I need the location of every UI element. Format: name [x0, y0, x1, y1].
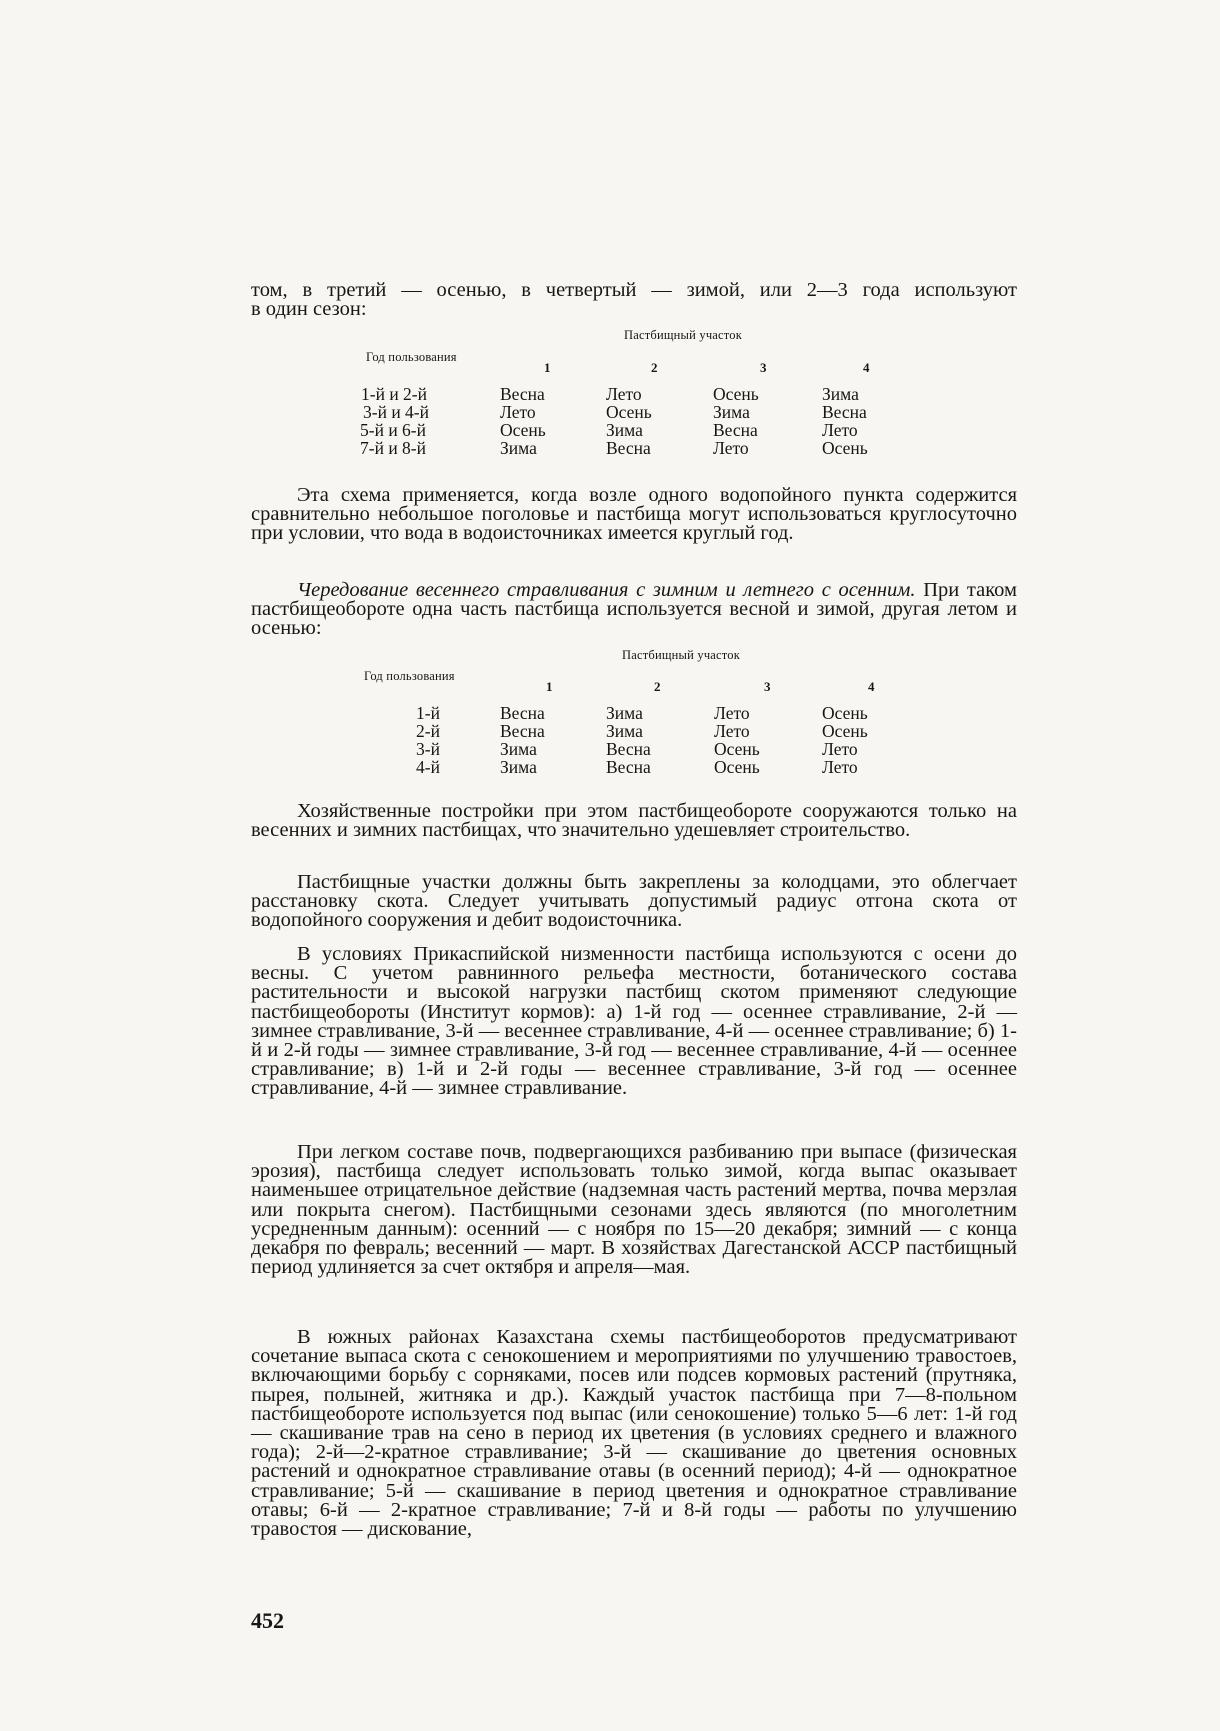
table2-cell: Весна: [500, 721, 545, 741]
paragraph-2-italic: Чередование весеннего стравливания с зимним и летнего с осенним.: [297, 579, 916, 601]
table1-cell: Лето: [713, 438, 749, 458]
table2-cell: Лето: [822, 739, 858, 759]
table1-col-2: 2: [651, 360, 658, 375]
table2-cell: Зима: [606, 703, 643, 723]
intro-text: [251, 281, 1017, 319]
intro-line-2: в один сезон:: [251, 298, 367, 321]
table1-cell: Зима: [500, 438, 537, 458]
paragraph-1: Эта схема применяется, когда возле одного водопойного пункта содержится сравнительно небольшое поголовье и пастбища могут использоваться круглосуточно при условии, что вода в водоисточниках имеется круглый год.: [251, 484, 1017, 545]
table1-row-year: 1-й и 2-й: [361, 384, 428, 404]
table1-cell: Зима: [606, 420, 643, 440]
table1-cell: Осень: [606, 402, 652, 422]
table1-cell: Лето: [606, 384, 642, 404]
page-number: 452: [251, 1608, 284, 1633]
paragraph-2: [251, 581, 1017, 639]
table2-row-year: 3-й: [416, 739, 440, 759]
table2-col-3: 3: [764, 679, 771, 694]
table1-cell: Весна: [822, 402, 867, 422]
paragraph-6: При легком составе почв, подвергающихся разбиванию при выпасе (физическая эрозия), пастбища следует использовать только зимой, когда выпас оказывает наименьшее отрицательное действие (надземная часть растений мертва, почва мерзлая или покрыта снегом). Пастбищными сезонами здесь являются (по многолетним усредненным данным): осенний — с ноября по 15—20 декабря; зимний — с конца декабря по февраль; весенний — март. В хозяйствах Дагестанской АССР пастбищный период удлиняется за счет октября и апреля—мая.: [251, 1141, 1017, 1279]
table2-col-1: 1: [546, 679, 553, 694]
table2-group-header: Пастбищный участок: [622, 648, 741, 662]
table2-cell: Осень: [714, 757, 760, 777]
paragraph-2-rest: При таком пастбищеобороте одна часть пастбища используется весной и зимой, другая летом и осенью:: [251, 579, 1017, 640]
table1-col-4: 4: [863, 360, 870, 375]
table2-col-2: 2: [654, 679, 661, 694]
table2-row-year: 4-й: [416, 757, 440, 777]
table2-cell: Весна: [500, 703, 545, 723]
table1-cell: Осень: [500, 420, 546, 440]
table2-cell: Осень: [714, 739, 760, 759]
table2-row-year: 1-й: [416, 703, 440, 723]
table1-cell: Весна: [713, 420, 758, 440]
table1-row-year: 3-й и 4-й: [363, 402, 430, 422]
table2-row-year: 2-й: [416, 721, 440, 741]
table1-group-header: Пастбищный участок: [624, 328, 743, 342]
table2-cell: Осень: [822, 721, 868, 741]
table1-cell: Лето: [822, 420, 858, 440]
table2-cell: Лето: [714, 703, 750, 723]
table1-row-header: Год пользования: [366, 350, 457, 364]
table2-cell: Зима: [500, 739, 537, 759]
paragraph-7: В южных районах Казахстана схемы пастбищеоборотов предусматривают сочетание выпаса скота с сенокошением и мероприятиями по улучшению травостоев, включающими борьбу с сорняками, посев или подсев кормовых растений (прутняка, пырея, полыней, житняка и др.). Каждый участок пастбища при 7—8-польном пастбищеобороте используется под выпас (или сенокошение) только 5—6 лет: 1-й год — скашивание трав на сено в период их цветения (в условиях среднего и влажного года); 2-й—2-кратное стравливание; 3-й — скашивание до цветения основных растений и однократное стравливание отавы (в осенний период); 4-й — однократное стравливание; 5-й — скашивание в период цветения и однократное стравливание отавы; 6-й — 2-кратное стравливание; 7-й и 8-й годы — работы по улучшению травостоя — дискование,: [251, 1326, 1017, 1541]
table2-col-4: 4: [868, 679, 875, 694]
table1-col-1: 1: [544, 360, 551, 375]
table1-cell: Зима: [713, 402, 750, 422]
table1-row-year: 7-й и 8-й: [360, 438, 427, 458]
table1-cell: Осень: [822, 438, 868, 458]
table1-cell: Лето: [500, 402, 536, 422]
table2-cell: Весна: [606, 757, 651, 777]
table1-cell: Осень: [713, 384, 759, 404]
table1-row-year: 5-й и 6-й: [360, 420, 427, 440]
intro-line-1: том, в третий — осенью, в четвертый — зимой, или 2—3 года используют: [251, 279, 1017, 301]
paragraph-3: Хозяйственные постройки при этом пастбищеобороте сооружаются только на весенних и зимних пастбищах, что значительно удешевляет строительство.: [251, 800, 1017, 842]
table2-cell: Осень: [822, 703, 868, 723]
table2-cell: Лето: [822, 757, 858, 777]
paragraph-4: Пастбищные участки должны быть закреплены за колодцами, это облегчает расстановку скота. Следует учитывать допустимый радиус отгона скота от водопойного сооружения и дебит водоисточника.: [251, 871, 1017, 932]
table2-row-header: Год пользования: [364, 669, 455, 683]
table2-cell: Лето: [714, 721, 750, 741]
table2-cell: Весна: [606, 739, 651, 759]
table2-cell: Зима: [500, 757, 537, 777]
table2-cell: Зима: [606, 721, 643, 741]
table1-cell: Зима: [822, 384, 859, 404]
table1-cell: Весна: [606, 438, 651, 458]
table1-col-3: 3: [760, 360, 767, 375]
table1-cell: Весна: [500, 384, 545, 404]
paragraph-5: В условиях Прикаспийской низменности пастбища используются с осени до весны. С учетом равнинного рельефа местности, ботанического состава растительности и высокой нагрузки пастбищ скотом применяют следующие пастбищеобороты (Институт кормов): а) 1-й год — осеннее стравливание, 2-й — зимнее стравливание, 3-й — весеннее стравливание, 4-й — осеннее стравливание; б) 1-й и 2-й годы — зимнее стравливание, 3-й год — весеннее стравливание, 4-й — осеннее стравливание; в) 1-й и 2-й годы — весеннее стравливание, 3-й год — осеннее стравливание, 4-й — зимнее стравливание.: [251, 943, 1017, 1100]
